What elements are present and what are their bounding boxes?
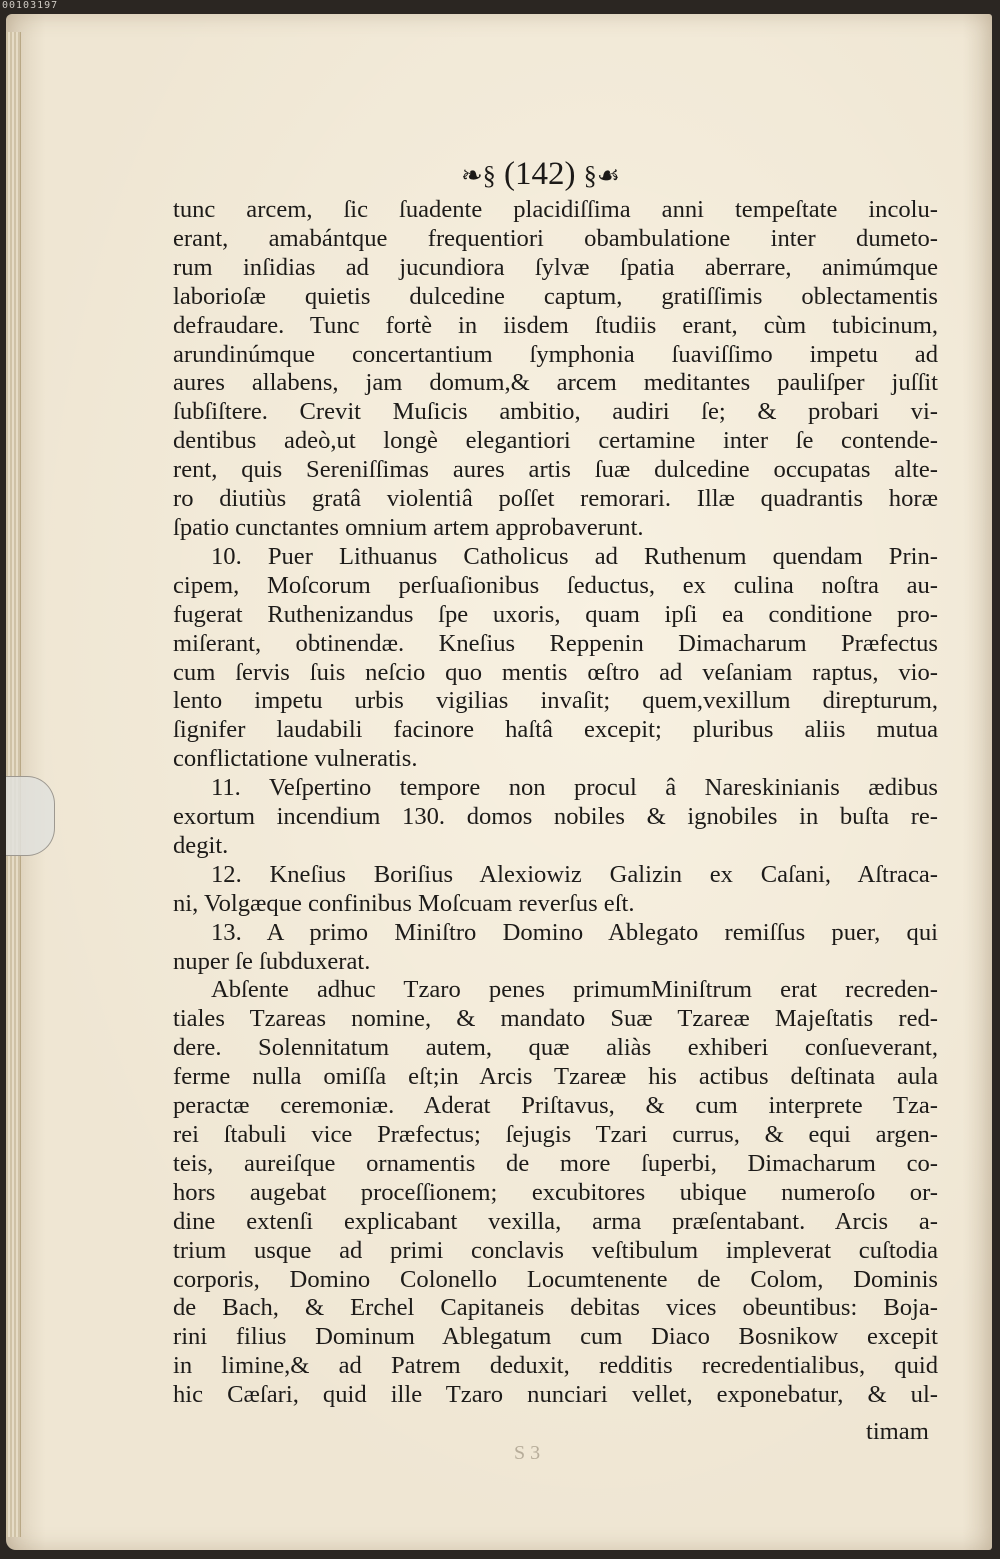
text-line: hic Cæſari, quid ille Tzaro nunciari vellet, exponebatur, & ul- — [173, 1381, 938, 1409]
text-line: rent, quis Sereniſſimas aures artis ſuæ dulcedine occupatas alte- — [173, 456, 938, 484]
text-line: trium usque ad primi conclavis veſtibulum impleverat cuſtodia — [173, 1236, 938, 1264]
text-line: rini filius Dominum Ablegatum cum Diaco Bosnikow excepit — [173, 1323, 938, 1351]
text-line: corporis, Domino Colonello Locumtenente de Colom, Dominis — [173, 1265, 938, 1293]
text-line: rei ſtabuli vice Præfectus; ſejugis Tzari currus, & equi argen- — [173, 1121, 938, 1148]
text-line: defraudare. Tunc fortè in iisdem ſtudiis erant, cùm tubicinum, — [173, 311, 938, 339]
text-line: peractæ ceremoniæ. Aderat Priſtavus, & cum interprete Tza- — [173, 1092, 938, 1120]
scan-id-label: 00103197 — [2, 0, 59, 11]
text-line: laborioſæ quietis dulcedine captum, gratiſſimis oblectamentis — [173, 282, 938, 310]
page-number: (142) — [504, 156, 576, 192]
text-line: hors augebat proceſſionem; excubitores ubique numeroſo or- — [173, 1178, 938, 1206]
text-line: ferme nulla omiſſa eſt;in Arcis Tzareæ his actibus deſtinata aula — [173, 1063, 938, 1091]
text-line: exortum incendium 130. domos nobiles & ignobiles in buſta re- — [173, 803, 938, 831]
ornament-right-icon: §☙ — [583, 161, 621, 191]
signature-mark: S 3 — [514, 1442, 541, 1464]
text-line: dentibus adeò,ut longè elegantiori certamine inter ſe contende- — [173, 427, 938, 455]
text-line: 12. Kneſius Boriſius Alexiowiz Galizin ex Caſani, Aſtraca- — [211, 860, 938, 888]
text-line: arundinúmque concertantium ſymphonia ſuaviſſimo impetu ad — [173, 340, 938, 368]
text-line: ro diutiùs gratâ violentiâ poſſet remorari. Illæ quadrantis horæ — [173, 485, 938, 513]
text-line: nuper ſe ſubduxerat. — [173, 947, 371, 975]
text-line: cum ſervis ſuis neſcio quo mentis œſtro ad veſaniam raptus, vio- — [173, 658, 938, 686]
text-line: ſpatio cunctantes omnium artem approbaverunt. — [173, 513, 644, 541]
text-line: dere. Solennitatum autem, quæ aliàs exhiberi conſueverant, — [173, 1034, 938, 1062]
text-line: lento impetu urbis vigilias invaſit; quem,vexillum direpturum, — [173, 687, 938, 715]
text-line: Abſente adhuc Tzaro penes primumMiniſtrum erat recreden- — [211, 976, 938, 1004]
text-line: ni, Volgæque confinibus Moſcuam reverſus eſt. — [173, 889, 635, 917]
book-page — [6, 14, 992, 1550]
text-line: fugerat Ruthenizandus ſpe uxoris, quam ipſi ea conditione pro- — [173, 600, 938, 628]
text-line: in limine,& ad Patrem deduxit, redditis recredentialibus, quid — [173, 1352, 938, 1380]
text-line: rum inſidias ad jucundiora ſylvæ ſpatia aberrare, animúmque — [173, 253, 938, 281]
text-line: cipem, Moſcorum perſuaſionibus ſeductus, ex culina noſtra au- — [173, 571, 938, 599]
text-line: 13. A primo Miniſtro Domino Ablegato remiſſus puer, qui — [211, 918, 938, 946]
text-line: dine extenſi explicabant vexilla, arma præſentabant. Arcis a- — [173, 1207, 938, 1235]
catchword: timam — [866, 1418, 929, 1445]
text-line: 10. Puer Lithuanus Catholicus ad Ruthenum quendam Prin- — [211, 542, 938, 570]
text-line: ſignifer laudabili facinore haſtâ excepit; pluribus aliis mutua — [173, 716, 938, 744]
body-text — [173, 196, 938, 1410]
text-line: conflictatione vulneratis. — [173, 745, 418, 773]
ornament-left-icon: ❧§ — [461, 161, 496, 191]
text-line: ſubſiſtere. Crevit Muſicis ambitio, audiri ſe; & probari vi- — [173, 398, 938, 426]
text-line: miſerant, obtinendæ. Kneſius Reppenin Dimacharum Præfectus — [173, 629, 938, 657]
text-line: erant, amabántque frequentiori obambulatione inter dumeto- — [173, 224, 938, 252]
text-line: aures allabens, jam domum,& arcem meditantes pauliſper juſſit — [173, 369, 938, 397]
text-line: de Bach, & Erchel Capitaneis debitas vices obeuntibus: Boja- — [173, 1294, 938, 1322]
text-line: 11. Veſpertino tempore non procul â Nareskinianis ædibus — [211, 774, 938, 802]
text-line: tunc arcem, ſic ſuadente placidiſſima anni tempeſtate incolu- — [173, 196, 938, 223]
text-line: tiales Tzareas nomine, & mandato Suæ Tzareæ Majeſtatis red- — [173, 1005, 938, 1033]
scanner-clip — [6, 776, 55, 856]
text-line: degit. — [173, 831, 229, 859]
page-header — [461, 156, 661, 196]
text-line: teis, aureiſque ornamentis de more ſuperbi, Dimacharum co- — [173, 1149, 938, 1177]
